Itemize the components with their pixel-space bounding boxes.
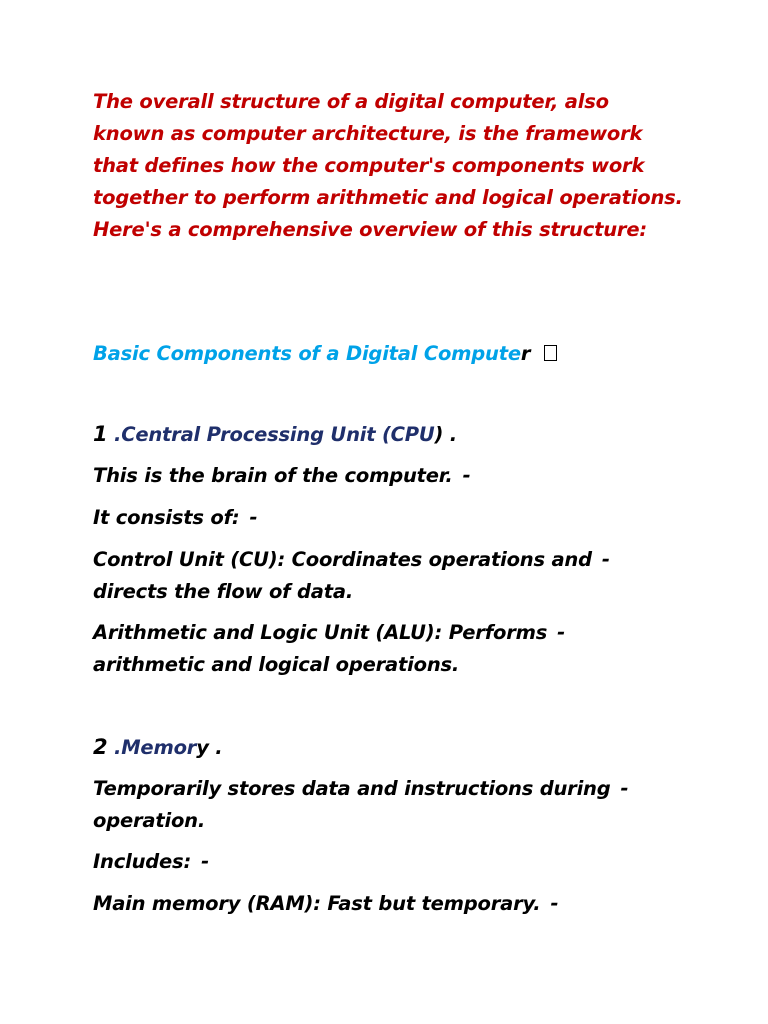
dash-marker: - — [462, 464, 471, 487]
paragraph — [93, 460, 471, 492]
intro-line: together to perform arithmetic and logical operations. — [93, 186, 683, 209]
dash-marker: - — [620, 777, 629, 800]
item-heading-cpu — [93, 418, 457, 451]
section-heading-main: Basic Components of a Digital Compute — [93, 342, 521, 365]
paragraph-line — [93, 617, 565, 649]
item-suffix: ) . — [434, 423, 458, 446]
paragraph-line: arithmetic and logical operations. — [93, 653, 460, 676]
paragraph — [93, 544, 610, 608]
item-number: 2 — [93, 735, 108, 759]
paragraph-text: It consists of: — [93, 506, 240, 529]
dash-marker: - — [249, 506, 258, 529]
paragraph-text: Arithmetic and Logic Unit (ALU): Performs — [93, 621, 548, 644]
paragraph — [93, 617, 565, 681]
item-name: .Central Processing Unit (CPU — [114, 423, 435, 446]
paragraph-line — [93, 888, 558, 920]
missing-glyph-icon — [544, 345, 557, 361]
item-suffix: y . — [196, 736, 223, 759]
paragraph — [93, 502, 257, 534]
paragraph-text: Main memory (RAM): Fast but temporary. — [93, 892, 541, 915]
paragraph — [93, 846, 209, 878]
dash-marker: - — [557, 621, 566, 644]
intro-line: known as computer architecture, is the framework — [93, 122, 643, 145]
item-heading-memory — [93, 731, 223, 764]
paragraph — [93, 773, 628, 837]
dash-marker: - — [550, 892, 559, 915]
item-number: 1 — [93, 422, 108, 446]
paragraph-line: operation. — [93, 809, 206, 832]
paragraph-line — [93, 460, 471, 492]
intro-line: Here's a comprehensive overview of this structure: — [93, 218, 647, 241]
section-heading-tail: r — [520, 342, 531, 365]
paragraph-line — [93, 502, 257, 534]
intro-line: that defines how the computer's components work — [93, 154, 645, 177]
intro-paragraph — [93, 86, 743, 246]
dash-marker: - — [601, 548, 610, 571]
paragraph-text: Temporarily stores data and instructions during — [93, 777, 611, 800]
paragraph — [93, 888, 558, 920]
paragraph-line — [93, 846, 209, 878]
paragraph-line — [93, 773, 628, 805]
paragraph-text: This is the brain of the computer. — [93, 464, 453, 487]
paragraph-line — [93, 544, 610, 576]
dash-marker: - — [201, 850, 209, 873]
paragraph-line: directs the flow of data. — [93, 580, 354, 603]
paragraph-text: Control Unit (CU): Coordinates operations and — [93, 548, 592, 571]
intro-line: The overall structure of a digital computer, also — [93, 90, 609, 113]
item-name: .Memor — [114, 736, 197, 759]
paragraph-text: Includes: — [93, 850, 192, 873]
document-page — [93, 86, 743, 915]
section-heading — [93, 338, 557, 370]
